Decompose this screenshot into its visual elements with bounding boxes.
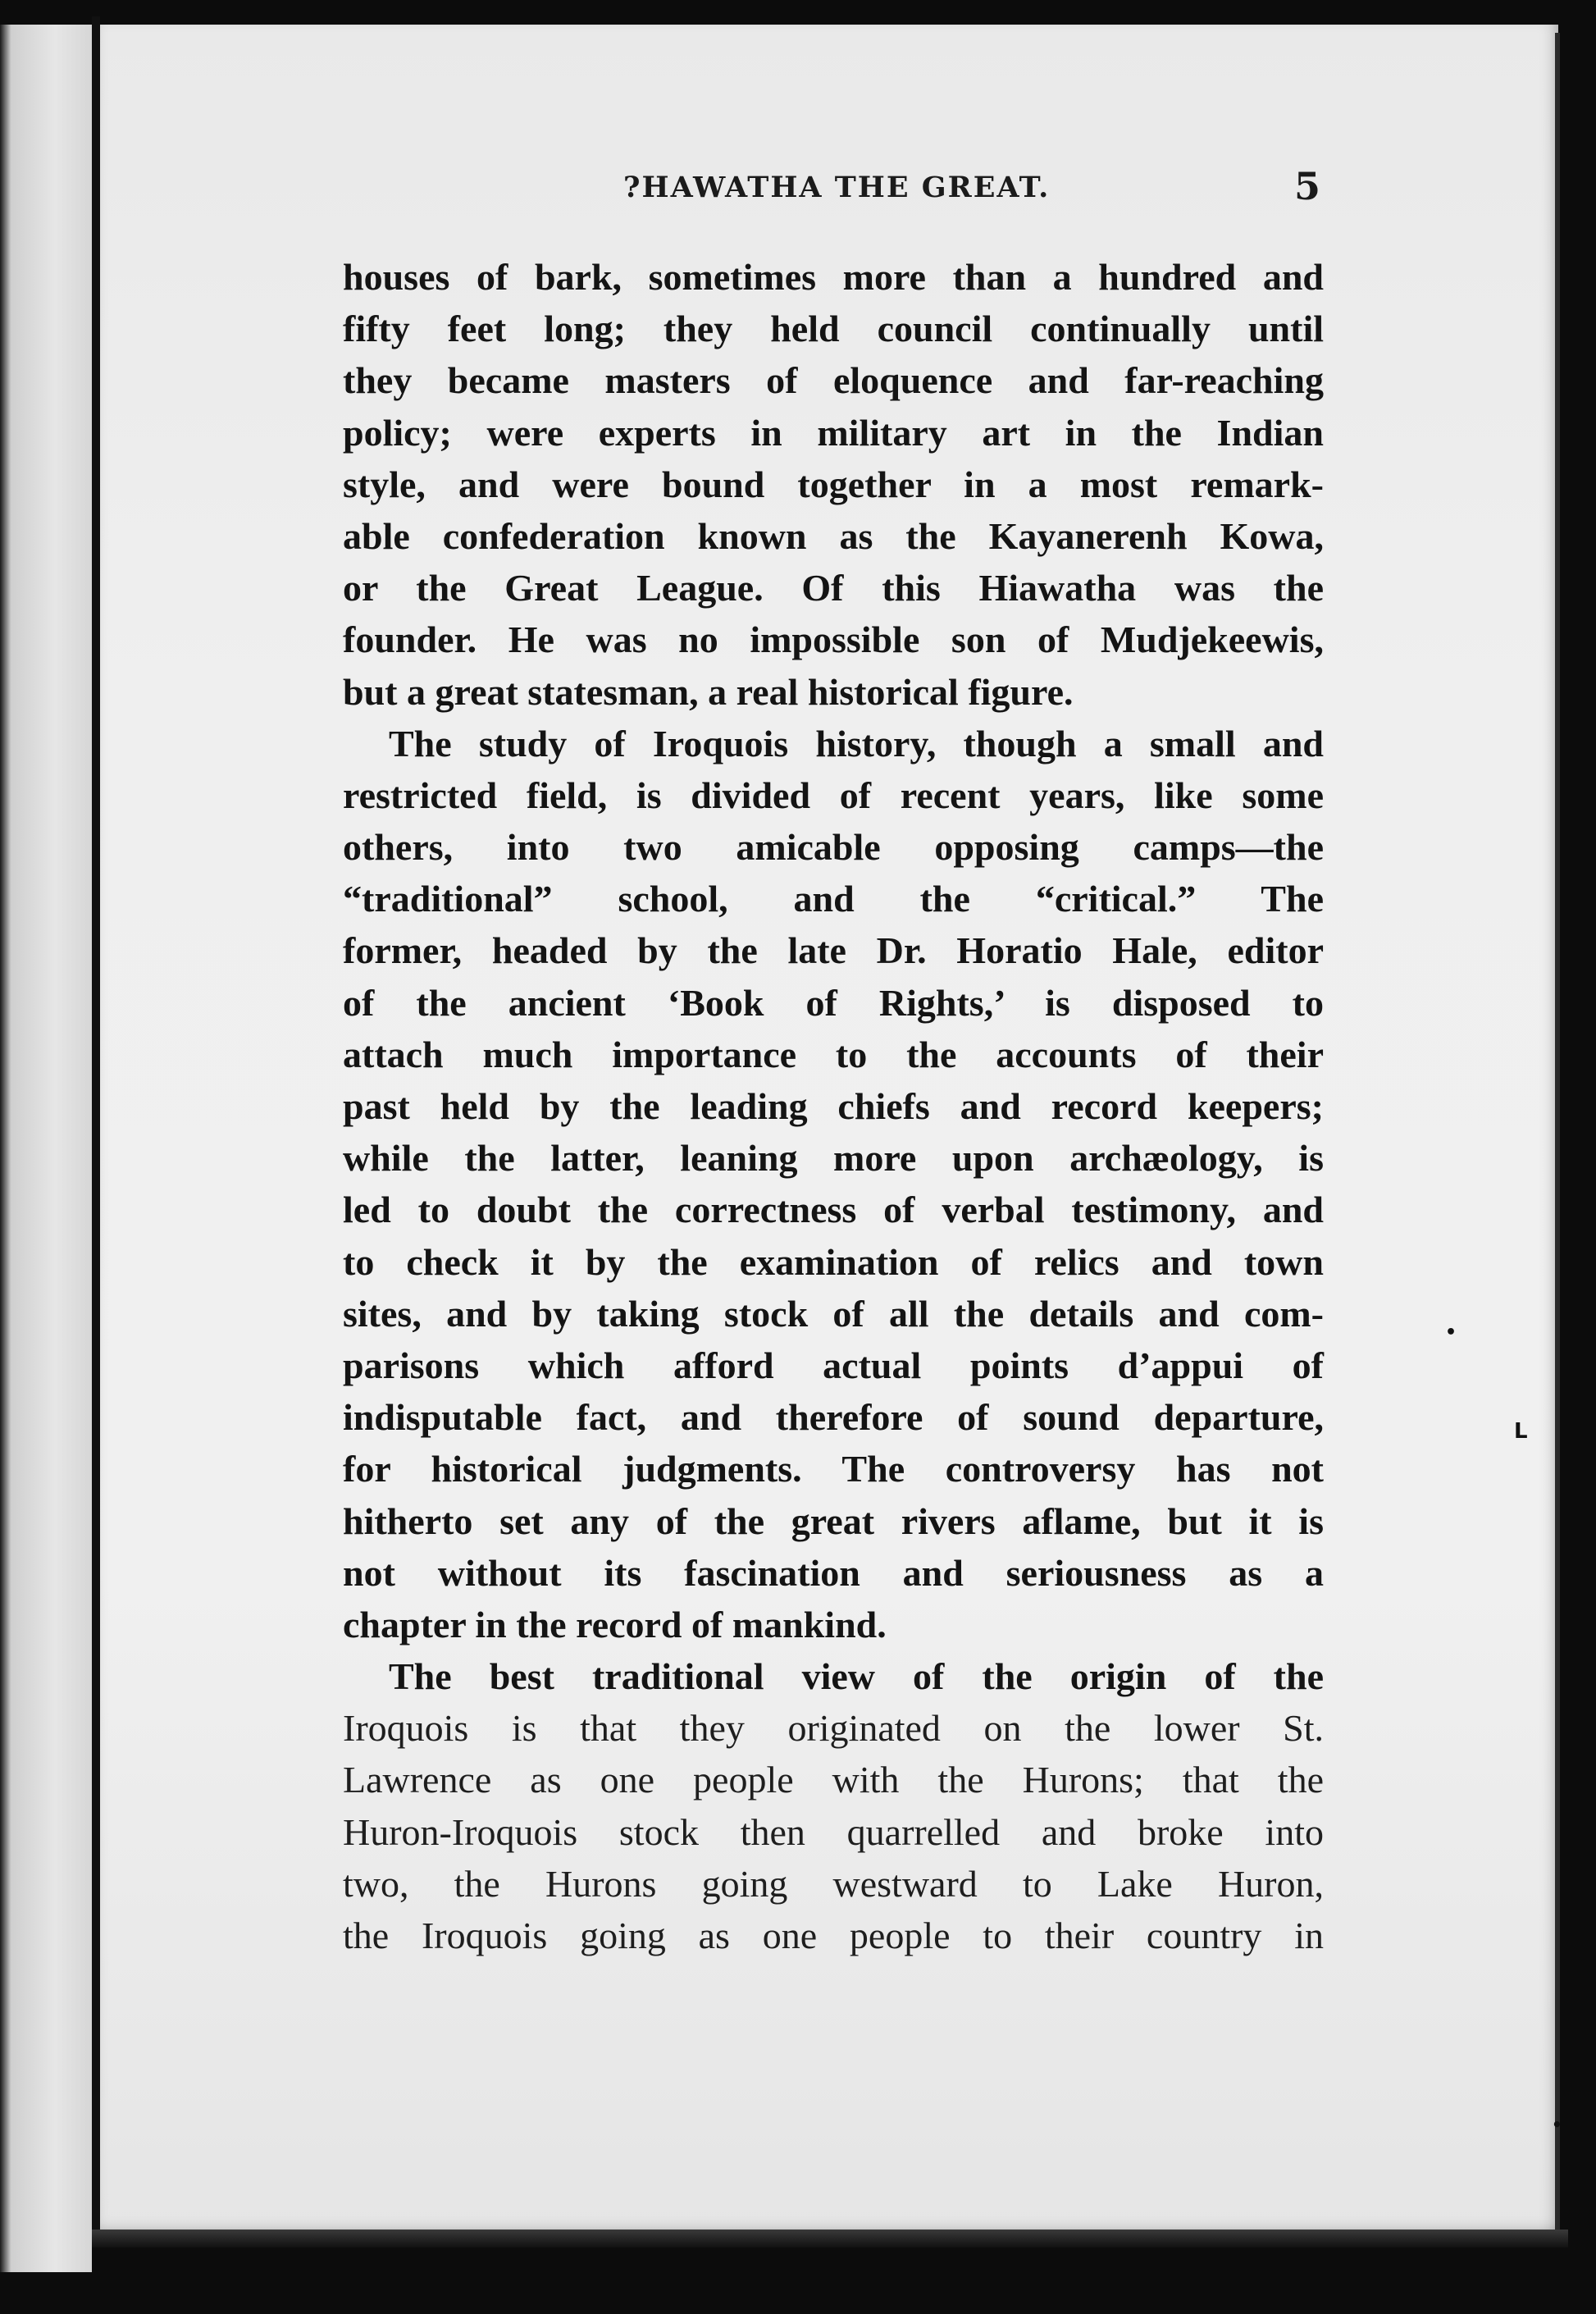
text-line: The study of Iroquois history, though a small and xyxy=(389,722,1324,764)
text-line: they became masters of eloquence and far-reaching xyxy=(343,359,1324,402)
running-head: ?HAWATHA THE GREAT. xyxy=(623,171,1051,204)
text-line: not without its fascination and seriousness as a xyxy=(343,1551,1324,1594)
body-text xyxy=(343,251,1324,1961)
facing-page-edge xyxy=(0,25,92,2272)
text-line: sites, and by taking stock of all the details and com- xyxy=(343,1292,1324,1335)
text-line: two, the Hurons going westward to Lake Huron, xyxy=(343,1862,1324,1905)
text-line: The best traditional view of the origin of the xyxy=(389,1655,1324,1698)
text-line: style, and were bound together in a most remark- xyxy=(343,463,1324,505)
text-line: but a great statesman, a real historical figure. xyxy=(343,670,1074,713)
text-line: hitherto set any of the great rivers aflame, but it is xyxy=(343,1499,1324,1542)
margin-mark: • xyxy=(1552,2115,1562,2134)
page-right-edge xyxy=(1555,33,1560,2239)
text-line: others, into two amicable opposing camps—the xyxy=(343,826,1324,869)
text-line: for historical judgments. The controversy has not xyxy=(343,1448,1324,1490)
page-bottom-edge xyxy=(92,2230,1568,2248)
paragraph-2 xyxy=(343,718,1324,1650)
text-line: while the latter, leaning more upon archæology, is xyxy=(343,1137,1324,1180)
text-line: attach much importance to the accounts of their xyxy=(343,1033,1324,1075)
text-line: founder. He was no impossible son of Mudjekeewis, xyxy=(343,618,1324,661)
text-line: former, headed by the late Dr. Horatio Hale, editor xyxy=(343,929,1324,972)
text-line: past held by the leading chiefs and record keepers; xyxy=(343,1085,1324,1127)
paragraph-1 xyxy=(343,251,1324,718)
text-line: policy; were experts in military art in the Indian xyxy=(343,411,1324,454)
text-line: “traditional” school, and the “critical.” The xyxy=(343,878,1324,920)
text-line: to check it by the examination of relics and town xyxy=(343,1240,1324,1283)
text-line: led to doubt the correctness of verbal testimony, and xyxy=(343,1189,1324,1231)
binding-gutter xyxy=(92,16,100,2239)
paragraph-3 xyxy=(343,1650,1324,1961)
page-number: 5 xyxy=(1294,164,1321,208)
text-line: houses of bark, sometimes more than a hundred and xyxy=(343,256,1324,298)
margin-mark: L xyxy=(1514,1419,1528,1444)
text-line: or the Great League. Of this Hiawatha was the xyxy=(343,567,1324,609)
margin-mark: • xyxy=(1445,1322,1457,1343)
text-line: able confederation known as the Kayanerenh Kowa, xyxy=(343,514,1324,557)
text-line: Huron-Iroquois stock then quarrelled and broke into xyxy=(343,1810,1324,1853)
text-line: Iroquois is that they originated on the lower St. xyxy=(343,1707,1324,1750)
text-line: chapter in the record of mankind. xyxy=(343,1603,887,1645)
text-line: Lawrence as one people with the Hurons; that the xyxy=(343,1759,1324,1801)
text-line: of the ancient ‘Book of Rights,’ is disposed to xyxy=(343,981,1324,1024)
text-line: indisputable fact, and therefore of sound departure, xyxy=(343,1396,1324,1439)
text-line: restricted field, is divided of recent years, like some xyxy=(343,774,1324,816)
text-line: parisons which afford actual points d’appui of xyxy=(343,1344,1324,1386)
text-line: the Iroquois going as one people to their country in xyxy=(343,1915,1324,1956)
text-line: fifty feet long; they held council continually until xyxy=(343,308,1324,350)
